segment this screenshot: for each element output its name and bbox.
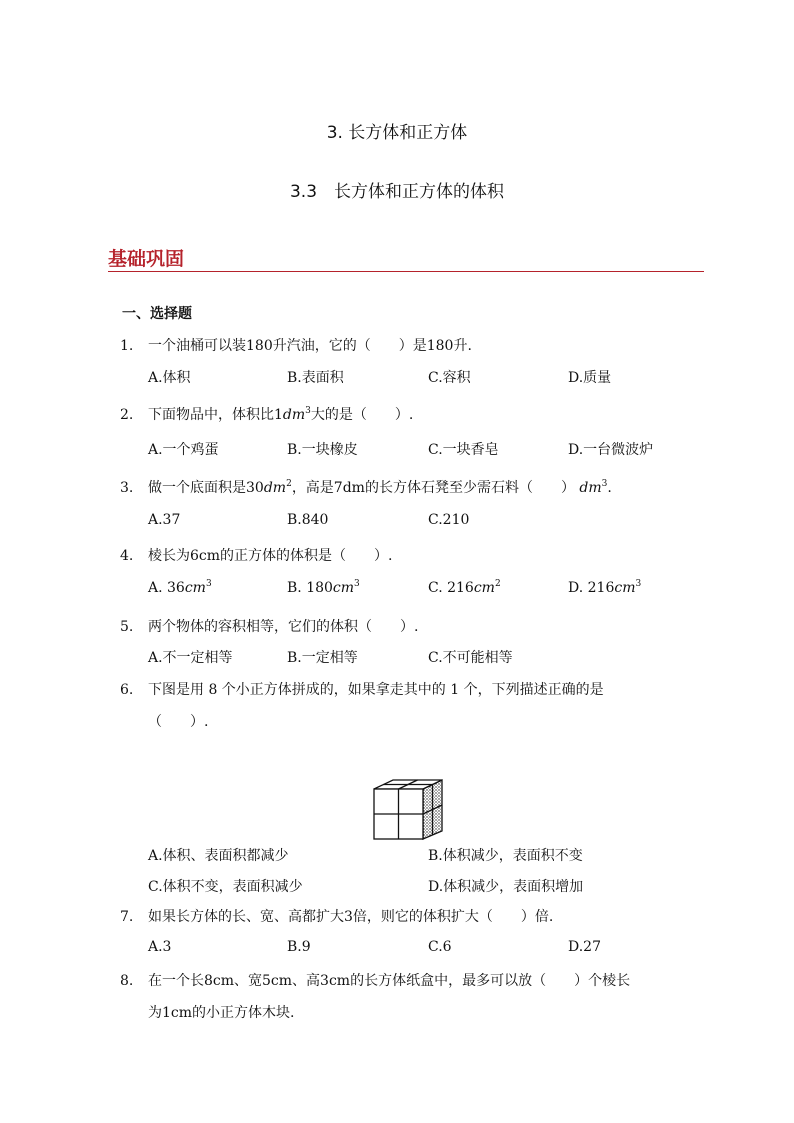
q6-option-a: A.体积、表面积都减少 — [148, 848, 289, 864]
q4-option-a: A. $36cm^3$ — [148, 579, 212, 596]
q6-option-c: C.体积不变，表面积减少 — [148, 879, 303, 895]
q3-option-c: C.210 — [428, 512, 470, 528]
section-divider — [108, 271, 704, 272]
q2-option-b: B.一块橡皮 — [287, 442, 358, 458]
q4-option-d: D. $216cm^3$ — [568, 579, 642, 596]
question-8-continuation: 为1cm的小正方体木块. — [148, 1005, 295, 1021]
question-type-heading: 一、选择题 — [122, 306, 192, 322]
q6-option-d: D.体积减少，表面积增加 — [428, 879, 584, 895]
q1-option-a: A.体积 — [148, 370, 191, 386]
q6-option-b: B.体积减少，表面积不变 — [428, 848, 583, 864]
question-8: 8. 在一个长8cm、宽5cm、高3cm的长方体纸盒中，最多可以放（ ）个棱长 — [120, 973, 631, 989]
q5-option-c: C.不可能相等 — [428, 650, 513, 666]
question-7: 7. 如果长方体的长、宽、高都扩大3倍，则它的体积扩大（ ）倍. — [120, 909, 554, 925]
question-2: 2. 下面物品中，体积比$1dm^3$大的是（ ）. — [120, 406, 414, 423]
question-6-continuation: （ ）. — [148, 714, 209, 730]
cube-figure — [372, 777, 450, 841]
question-4: 4. 棱长为6cm的正方体的体积是（ ）. — [120, 548, 393, 564]
q7-option-a: A.3 — [148, 939, 172, 955]
q4-option-c: C. $216cm^2$ — [428, 579, 501, 596]
q1-option-b: B.表面积 — [287, 370, 344, 386]
question-6: 6. 下图是用 8 个小正方体拼成的，如果拿走其中的 1 个，下列描述正确的是 — [120, 682, 604, 698]
q3-option-a: A.37 — [148, 512, 181, 528]
page-title: 3. 长方体和正方体 — [326, 123, 468, 143]
question-5: 5. 两个物体的容积相等，它们的体积（ ）. — [120, 619, 419, 635]
question-1: 1. 一个油桶可以装180升汽油，它的（ ）是180升. — [120, 338, 472, 354]
q3-option-b: B.840 — [287, 512, 329, 528]
q1-option-c: C.容积 — [428, 370, 471, 386]
q4-option-b: B. $180cm^3$ — [287, 579, 360, 596]
q2-option-d: D.一台微波炉 — [568, 442, 654, 458]
q7-option-b: B.9 — [287, 939, 311, 955]
q7-option-d: D.27 — [568, 939, 601, 955]
q5-option-a: A.不一定相等 — [148, 650, 233, 666]
page-subtitle: 3.3 长方体和正方体的体积 — [289, 182, 505, 202]
q5-option-b: B.一定相等 — [287, 650, 358, 666]
q2-option-c: C.一块香皂 — [428, 442, 499, 458]
section-heading: 基础巩固 — [108, 248, 185, 270]
q7-option-c: C.6 — [428, 939, 452, 955]
q1-option-d: D.质量 — [568, 370, 612, 386]
question-3: 3. 做一个底面积是$30dm^2$，高是7dm的长方体石凳至少需石料（ ） $dm^3$. — [120, 479, 612, 496]
q2-option-a: A.一个鸡蛋 — [148, 442, 219, 458]
